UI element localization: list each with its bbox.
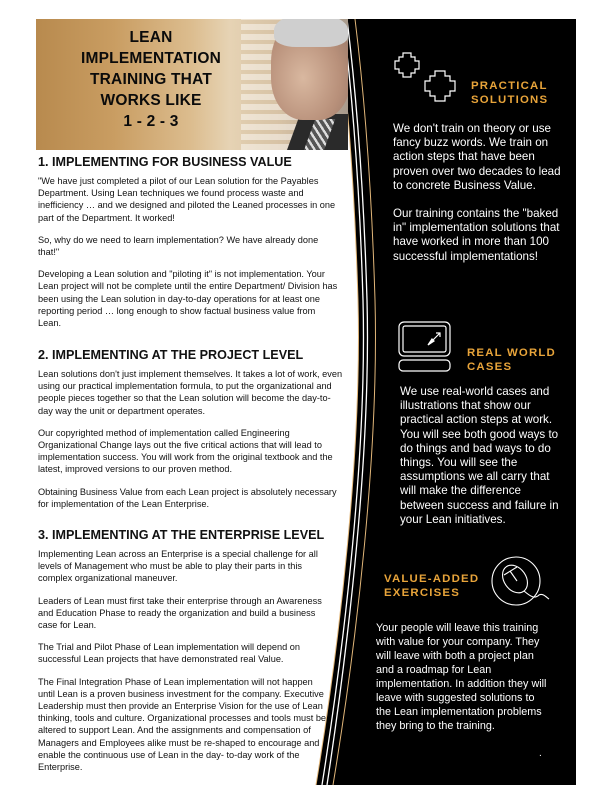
heading-line: SOLUTIONS <box>471 94 549 106</box>
heading-line: VALUE-ADDED <box>384 573 480 585</box>
section-business-value <box>38 155 338 339</box>
hero-title-line: WORKS LIKE <box>100 92 202 109</box>
hero-edge-mask <box>36 19 348 150</box>
paragraph: Leaders of Lean must first take their enterprise through an Awareness and Education Phase to ready the organization and build a business case for Lean. <box>38 595 322 631</box>
paragraph: Our copyrighted method of implementation called Engineering Organizational Change lays out the five critical actions that will lead to implementation success. You will work from the original textbook and the latest, improved versions to our proven method. <box>38 427 333 475</box>
section-project-level <box>38 348 343 520</box>
heading-line: REAL WORLD <box>467 347 556 359</box>
section-heading: 3. IMPLEMENTING AT THE ENTERPRISE LEVEL <box>38 528 325 542</box>
value-added-exercises-text <box>376 621 548 733</box>
footer-dot: . <box>539 748 542 759</box>
paragraph: We don't train on theory or use fancy buzz words. We train on action steps that have been proven over two decades to lead to concrete Business Value. <box>393 122 561 192</box>
section-heading: 2. IMPLEMENTING AT THE PROJECT LEVEL <box>38 348 304 362</box>
gears-icon <box>389 49 463 111</box>
heading-line: CASES <box>467 361 513 373</box>
section-enterprise-level <box>38 528 328 783</box>
hero-title-line: LEAN <box>129 29 173 46</box>
computer-icon <box>398 321 454 373</box>
real-world-cases-heading <box>467 346 556 374</box>
paragraph: "We have just completed a pilot of our Lean solution for the Payables Department. Using Lean techniques we found process waste and inefficiency … and we designed and piloted the Leaned processes in one part of the Department. It worked! <box>38 176 336 223</box>
hero-title-line: 1 - 2 - 3 <box>123 113 179 130</box>
heading-line: EXERCISES <box>384 587 461 599</box>
section-heading: 1. IMPLEMENTING FOR BUSINESS VALUE <box>38 155 292 169</box>
paragraph: Your people will leave this training with value for your company. They will leave with both a project plan and a roadmap for Lean implementation. In addition they will leave with suggested solutions to the Lean implementation problems they bring to the training. <box>376 622 547 732</box>
paragraph: Obtaining Business Value from each Lean project is absolutely necessary for implementation of the Lean Enterprise. <box>38 486 337 509</box>
practical-solutions-text <box>393 122 565 264</box>
paragraph: Developing a Lean solution and "piloting it" is not implementation. Your Lean project will not be complete until the entire Department/ Division has been using the Lean solution in day-to-day operations for at least one reporting period … long enough to show factual business value from Lean. <box>38 269 338 329</box>
paragraph: Lean solutions don't just implement themselves. It takes a lot of work, even using our practical implementation formula, to put the organizational and people pieces together so that the Lean solution will become the day-to- day way the unit or department operates. <box>38 369 343 416</box>
hero-title-line: TRAINING THAT <box>90 71 212 88</box>
value-added-exercises-heading <box>384 572 479 600</box>
hero-title-line: IMPLEMENTATION <box>81 50 221 67</box>
paragraph: The Trial and Pilot Phase of Lean implementation will depend on successful Lean projects that have demonstrated real Value. <box>38 642 301 665</box>
paragraph: So, why do we need to learn implementation? We have already done that!" <box>38 234 319 258</box>
paragraph: Our training contains the "baked in" implementation solutions that have worked in more than 100 successful implementations! <box>393 207 560 263</box>
mouse-icon <box>491 555 553 610</box>
heading-line: PRACTICAL <box>471 80 548 92</box>
practical-solutions-heading <box>471 79 548 107</box>
paragraph: Implementing Lean across an Enterprise is a special challenge for all levels of Management who must be able to play their parts in this complex organizational maneuver. <box>38 549 318 584</box>
paragraph: The Final Integration Phase of Lean implementation will not happen until Lean is a proven business investment for the company. Executive Leadership must then provide an Enterprise Vision for the use of Lean thinking, tools and culture. Organizational processes and tools must be altered to support Lean. And the assignments and compensation of Managers and Employees alike must be re-shaped to encourage and enable the continuous use of Lean in the day- to-day work of the Enterprise. <box>38 676 327 773</box>
paragraph: We use real-world cases and illustrations that show our practical action steps at work. You will see both good ways to do things and bad ways to do things. You will see the assumptions we all carry that will make the difference between success and failure in your Lean initiatives. <box>400 385 559 526</box>
real-world-cases-text <box>400 385 560 527</box>
